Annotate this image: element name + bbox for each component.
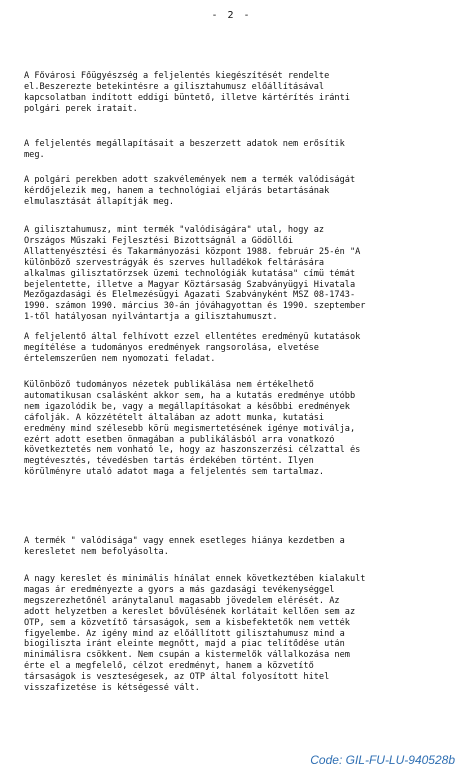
paragraph-research-evaluation bbox=[24, 332, 442, 365]
text-line: Mezőgazdasági és Élelmezésügyi Ágazati Szabványként MSZ 08-1743- bbox=[24, 290, 356, 301]
text-line: eredmény mind szélesebb körü megismertetésének igénye motiválja, bbox=[24, 423, 356, 434]
text-line: keresletet nem befolyásolta. bbox=[24, 546, 169, 557]
text-line: A termék " valódisága" vagy ennek esetleges hiánya kezdetben a bbox=[24, 536, 345, 546]
text-line: kapcsolatban indított eddigi büntető, illetve kártérítés iránti bbox=[24, 92, 350, 103]
text-line: A Fővárosi Főügyészség a feljelentés kiegészítését rendelte bbox=[24, 71, 330, 81]
text-line: 1-től hatályosan nyilvántartja a gilisztahumuszt. bbox=[24, 312, 278, 323]
text-line: megtévesztés, tévedésben tartás érdekében történt. Ilyen bbox=[24, 456, 314, 467]
text-line: értelemszerűen nem nyomozati feladat. bbox=[24, 353, 216, 364]
text-line: érte el a megfelelő, célzot eredményt, hanem a közvetítő bbox=[24, 661, 314, 672]
document-code: Code: GIL-FU-LU-940528b bbox=[310, 753, 455, 767]
text-line: meg. bbox=[24, 149, 45, 160]
text-line: cáfolják. A közzétételt általában az adott munka, kutatási bbox=[24, 412, 325, 423]
paragraph-demand-unaffected bbox=[24, 536, 442, 558]
text-line: A feljelentés megállapításait a beszerzett adatok nem erősítik bbox=[24, 139, 345, 149]
text-line: 1990. számon 1990. március 30-án jóváhagyottan és 1990. szeptember bbox=[24, 301, 366, 312]
text-line: Országos Műszaki Fejlesztési Bizottságnál a Gödöllői bbox=[24, 235, 294, 246]
text-line: nem igazolódik be, vagy a megállapításokat a későbbi eredmények bbox=[24, 401, 350, 412]
paragraph-findings-not-confirmed bbox=[24, 139, 442, 161]
text-line: visszafizetése is kétségessé vált. bbox=[24, 683, 200, 694]
text-line: el.Beszerezte betekintésre a gilisztahumusz előállításával bbox=[24, 81, 325, 92]
text-line: A nagy kereslet és minimális hínálat ennek következtében kialakult bbox=[24, 574, 366, 584]
text-line: következtetés nem vonható le, hogy az haszonszerzési célzattal és bbox=[24, 445, 361, 456]
paragraph-product-authenticity bbox=[24, 225, 442, 323]
paragraph-expert-opinions bbox=[24, 175, 442, 208]
text-line: A polgári perekben adott szakvélemények nem a termék valódiságát bbox=[24, 175, 356, 185]
text-line: megítélése a tudományos eredmények rangsorolása, elvetése bbox=[24, 342, 319, 353]
text-line: polgári perek iratait. bbox=[24, 103, 138, 114]
text-line: A gilisztahumusz, mint termék "valódiságára" utal, hogy az bbox=[24, 225, 325, 235]
text-line: OTP, sem a közvetítő társaságok, sem a kisbefektetők nem vették bbox=[24, 617, 350, 628]
text-line: figyelembe. Az igény mind az előállított gilisztahumusz mind a bbox=[24, 628, 345, 639]
text-line: magas ár eredményezte a gyors a más gazdasági tevékenységgel bbox=[24, 584, 335, 595]
text-line: megszerezhetőnél aránytalanul magasabb jövedelem elérését. Az bbox=[24, 595, 340, 606]
page-number: - 2 - bbox=[211, 10, 252, 21]
text-line: elmulasztását állapítják meg. bbox=[24, 196, 175, 207]
paragraph-market-collapse bbox=[24, 574, 442, 694]
text-line: Különböző tudományos nézetek publikálása nem értékelhető bbox=[24, 380, 314, 390]
text-line: biogiliszta iránt eleinte megnőtt, majd a piac telítődése után bbox=[24, 639, 345, 650]
text-line: különböző szervestrágyák és szerves hulladékok feltárására bbox=[24, 257, 325, 268]
text-line: Állattenyésztési és Takarmányozási központ 1988. február 25-én "A bbox=[24, 246, 361, 257]
text-line: ezért adott esetben önmagában a publikálásból arra vonatkozó bbox=[24, 434, 335, 445]
text-line: kérdőjelezik meg, hanem a technológiai eljárás betartásának bbox=[24, 185, 330, 196]
paragraph-scientific-publication bbox=[24, 380, 442, 478]
text-line: társaságok is veszteségesek, az OTP által folyosított hitel bbox=[24, 672, 330, 683]
text-line: adott helyzetben a kereslet bővülésének korlátait kellően sem az bbox=[24, 606, 356, 617]
paragraph-supplement-ordered bbox=[24, 71, 442, 115]
text-line: bejelentette, illetve a Magyar Köztársaság Szabványügyi Hivatala bbox=[24, 279, 356, 290]
text-line: alkalmas gilisztatörzsek üzemi technológiák kutatása" címü témát bbox=[24, 268, 356, 279]
text-line: A feljelentő által felhívott ezzel ellentétes eredményü kutatások bbox=[24, 332, 361, 342]
text-line: körülményre utaló adatot maga a feljelentés sem tartalmaz. bbox=[24, 467, 325, 478]
text-line: automatikusan csalásként akkor sem, ha a kutatás eredménye utóbb bbox=[24, 390, 356, 401]
text-line: minimálisra csökkent. Nem csupán a kistermelők vállalkozása nem bbox=[24, 650, 350, 661]
